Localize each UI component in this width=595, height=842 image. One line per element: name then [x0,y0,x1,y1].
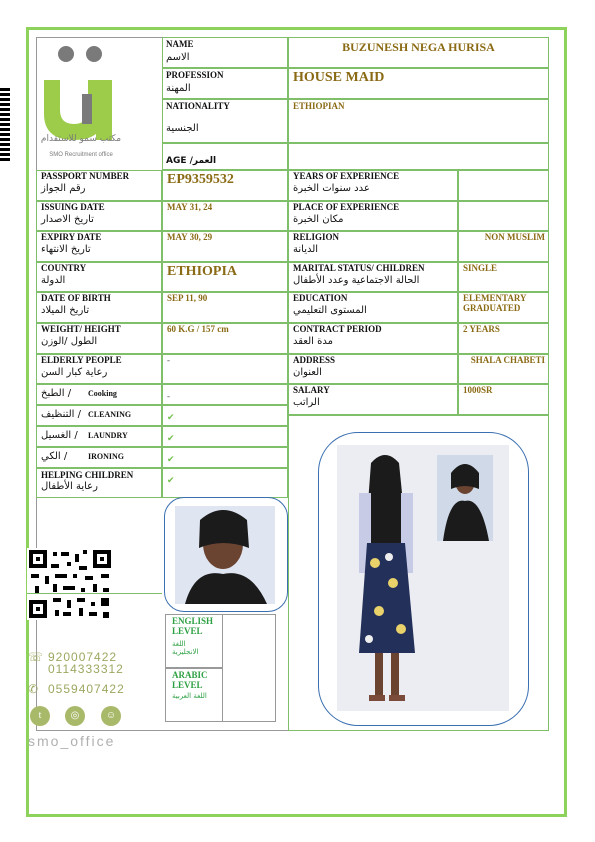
right-row-label-ar: مكان الخبرة [293,213,344,225]
twitter-icon[interactable]: t [30,706,50,726]
right-row-label-ar: الحالة الاجتماعية وعدد الأطفال [293,274,420,286]
skill-label: CLEANING [88,410,132,420]
left-row-label-ar: رقم الجواز [41,183,86,194]
full-body-photo [319,433,528,725]
left-row-label: ELDERLY PEOPLE [41,354,122,365]
right-row-value: ELEMENTARY GRADUATED [463,293,527,314]
left-row-label: WEIGHT/ HEIGHT [41,324,121,334]
snapchat-icon[interactable]: ☺ [101,706,121,726]
logo-arabic: مكتب سمو للاستقدام [40,134,122,144]
right-row-value: 1000SR [463,385,493,396]
whatsapp-icon: ✆ [28,682,40,696]
right-row-label-ar: الراتب [293,397,320,409]
right-row-value: 2 YEARS [463,324,500,334]
skill-label-ar: الكي / [41,451,68,463]
left-value-cell [162,354,288,385]
left-row-value: EP9359532 [167,172,234,187]
left-row-label-ar: الدولة [41,274,66,286]
left-row-label-ar: تاريخ الاصدار [41,213,94,225]
right-row-label-ar: مدة العقد [293,336,333,347]
left-row-value: ETHIOPIA [167,263,238,279]
right-row-value: SINGLE [463,262,498,273]
nationality-label-ar: الجنسية [166,123,199,134]
left-row-label-ar: الطول /الوزن [41,336,98,347]
right-row-label: ADDRESS [293,354,336,365]
contact-divider [27,593,162,594]
left-row-value: MAY 30, 29 [167,232,213,243]
right-row-label-ar: المستوى التعليمي [293,305,367,317]
arabic-level-ar: اللغة العربية [172,692,207,700]
skill-label-ar: الغسيل / [41,430,78,442]
right-row-label: PLACE OF EXPERIENCE [293,201,400,212]
left-row-label: DATE OF BIRTH [41,293,111,304]
nationality-value: ETHIOPIAN [293,101,345,111]
skill-value-cell [162,426,288,447]
right-row-value: SHALA CHABETI [470,354,545,365]
check-icon: ✔ [167,475,175,486]
profession-value: HOUSE MAID [293,70,385,85]
right-row-label-ar: العنوان [293,366,322,378]
left-row-label-ar: رعاية كبار السن [41,366,108,378]
left-row-label-ar: تاريخ الميلاد [41,305,90,317]
phone-2[interactable]: 0114333312 [48,662,124,676]
name-label: NAME [166,39,194,49]
left-row-value: - [167,354,170,365]
nationality-label: NATIONALITY [166,101,230,111]
right-row-label: YEARS OF EXPERIENCE [293,171,400,181]
qr-code-icon [27,548,113,620]
age-label: AGE /العمر [166,156,217,166]
skill-label: IRONING [88,452,125,462]
whatsapp-number[interactable]: 0559407422 [48,682,125,696]
right-row-label: RELIGION [293,232,340,243]
name-value: BUZUNESH NEGA HURISA [342,40,495,54]
right-row-label-ar: عدد سنوات الخبرة [293,183,370,194]
skill-label-ar: رعاية الأطفال [41,481,98,493]
skill-label-ar: التنظيف / [41,409,81,421]
skill-label: LAUNDRY [88,431,128,441]
social-handle: smo_office [28,733,116,749]
skill-value: - [167,391,170,402]
skill-label: HELPING CHILDREN [41,470,134,481]
arabic-level-label: ARABIC LEVEL [172,670,208,690]
skill-label-ar: الطبخ / [41,388,72,400]
logo-english: SMO Recruitment office [49,152,113,158]
profession-label-ar: المهنة [166,83,191,94]
left-row-label: PASSPORT NUMBER [41,171,130,181]
check-icon: ✔ [167,433,175,444]
check-icon: ✔ [167,454,175,465]
side-barcode [0,86,10,161]
face-photo-card [164,497,288,612]
english-level-label: ENGLISH LEVEL [172,616,214,636]
english-level-ar: اللغة الانجليزية [172,640,199,656]
skill-label: Cooking [88,389,117,399]
right-row-label-ar: الديانة [293,244,319,256]
right-value-cell [458,201,549,232]
qr-code[interactable] [27,548,113,620]
right-row-label: EDUCATION [293,293,348,304]
skill-value-cell [162,405,288,426]
skill-value-cell [162,468,288,498]
right-row-label: SALARY [293,385,330,396]
full-photo-card [318,432,529,726]
name-label-ar: الاسم [166,52,190,63]
left-row-value: 60 K.G / 157 cm [167,324,229,334]
profession-label: PROFESSION [166,70,224,80]
phone-icon: ☏ [28,650,45,664]
left-row-label: COUNTRY [41,262,87,273]
instagram-icon[interactable]: ◎ [65,706,85,726]
phone-1[interactable]: 920007422 [48,650,118,664]
skill-value-cell [162,447,288,468]
age-cell [288,143,549,170]
left-row-value: SEP 11, 90 [167,293,208,304]
face-photo [165,498,287,611]
skill-value-cell [162,384,288,405]
right-value-cell [458,170,549,201]
left-row-label: EXPIRY DATE [41,232,102,243]
left-row-value: MAY 31, 24 [167,201,213,212]
right-row-label: CONTRACT PERIOD [293,324,382,334]
right-row-label: MARITAL STATUS/ CHILDREN [293,262,425,273]
left-row-label: ISSUING DATE [41,201,105,212]
left-row-label-ar: تاريخ الانتهاء [41,244,91,256]
right-row-value: NON MUSLIM [484,232,545,243]
check-icon: ✔ [167,412,175,423]
